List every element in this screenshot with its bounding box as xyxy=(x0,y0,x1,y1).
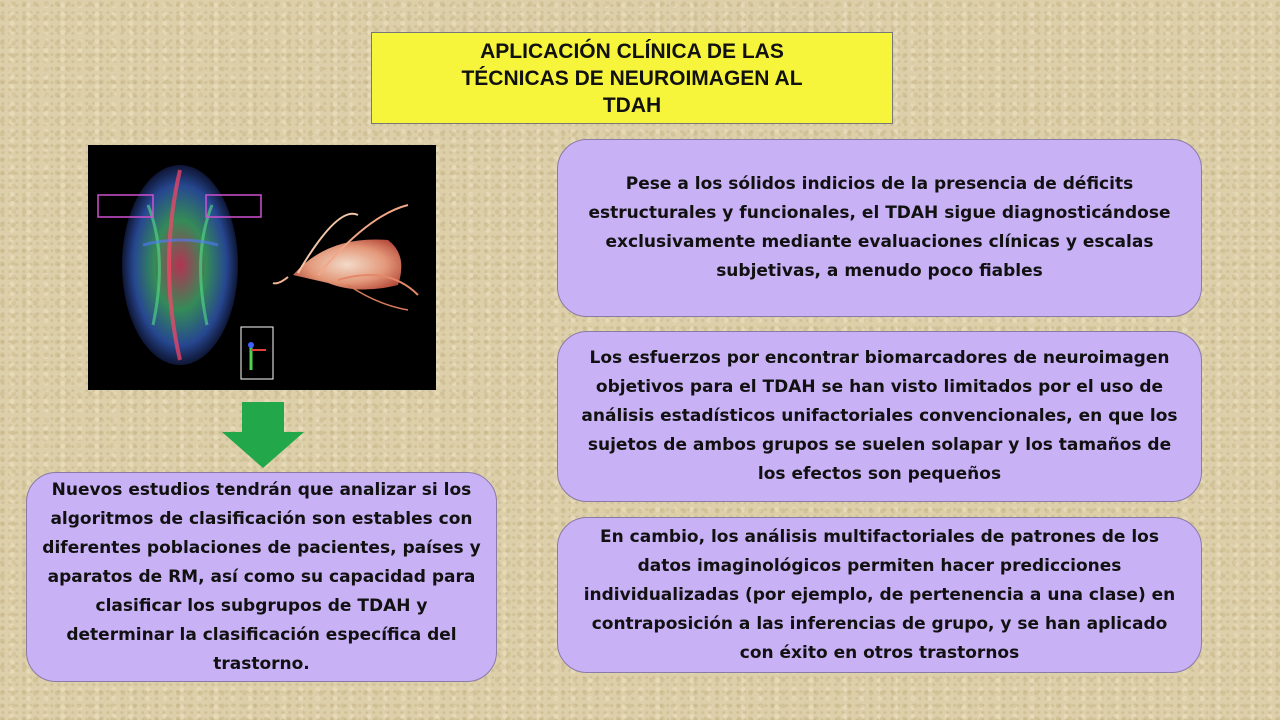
down-arrow-icon xyxy=(222,402,304,468)
box-multifactorial: En cambio, los análisis multifactoriales de patrones de los datos imaginológicos permiten hacer predicciones individualizadas (por ejemplo, de pertenencia a una clase) en contraposición a las inferencias de grupo, y se han aplicado con éxito en otros trastornos xyxy=(557,517,1202,673)
box-biomarkers: Los esfuerzos por encontrar biomarcadores de neuroimagen objetivos para el TDAH se han visto limitados por el uso de análisis estadísticos unifactoriales convencionales, en que los sujetos de ambos grupos se suelen solapar y los tamaños de los efectos son pequeños xyxy=(557,331,1202,502)
box-new-studies: Nuevos estudios tendrán que analizar si los algoritmos de clasificación son estables con diferentes poblaciones de pacientes, países y aparatos de RM, así como su capacidad para clasificar los subgrupos de TDAH y determinar la clasificación específica del trastorno. xyxy=(26,472,497,682)
brain-tractography-image xyxy=(88,145,436,390)
box-diagnosis: Pese a los sólidos indicios de la presencia de déficits estructurales y funcionales, el TDAH sigue diagnosticándose exclusivamente mediante evaluaciones clínicas y escalas subjetivas, a menudo poco fiables xyxy=(557,139,1202,317)
slide-title: APLICACIÓN CLÍNICA DE LAS TÉCNICAS DE NEUROIMAGEN AL TDAH xyxy=(371,32,893,124)
